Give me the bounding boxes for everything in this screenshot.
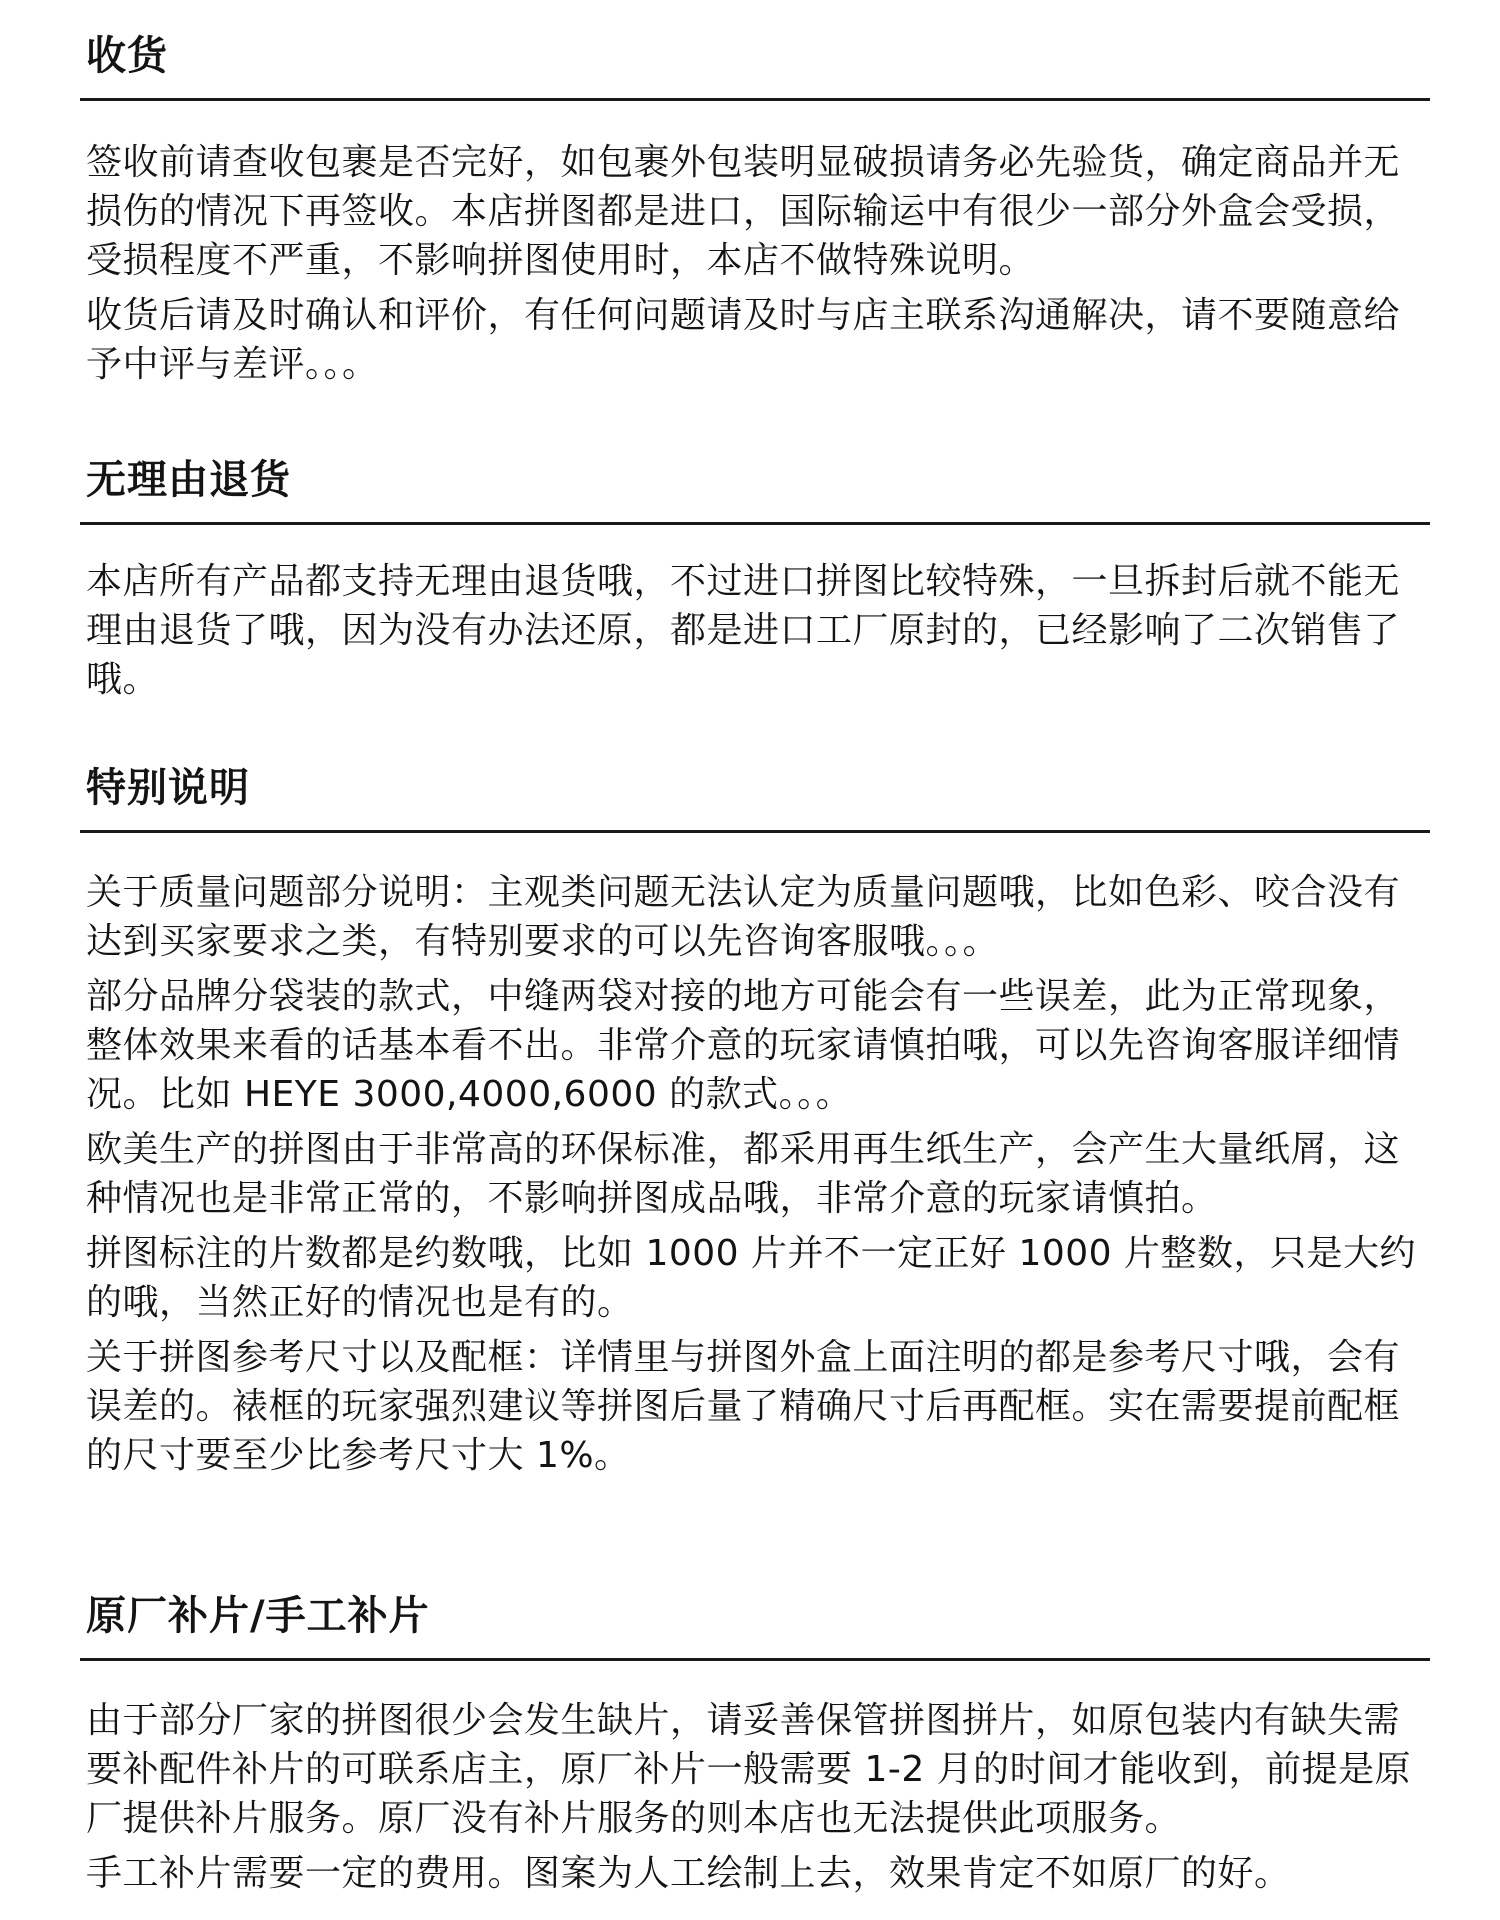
section-body [86, 557, 1430, 710]
section-body [86, 1696, 1430, 1904]
section-divider [80, 522, 1430, 525]
section-divider [80, 1658, 1430, 1661]
paragraph: 欧美生产的拼图由于非常高的环保标准，都采用再生纸生产，会产生大量纸屑，这种情况也是非常正常的，不影响拼图成品哦，非常介意的玩家请慎拍。 [86, 1129, 1401, 1219]
paragraph: 关于质量问题部分说明：主观类问题无法认定为质量问题哦，比如色彩、咬合没有达到买家要求之类，有特别要求的可以先咨询客服哦。。。 [86, 872, 1401, 962]
section-parts [80, 1588, 1430, 1894]
paragraph: 由于部分厂家的拼图很少会发生缺片，请妥善保管拼图拼片，如原包装内有缺失需要补配件补片的可联系店主，原厂补片一般需要 1-2 月的时间才能收到，前提是原厂提供补片服务。原厂没有补片服务的则本店也无法提供此项服务。 [86, 1700, 1412, 1839]
section-divider [80, 98, 1430, 101]
paragraph: 手工补片需要一定的费用。图案为人工绘制上去，效果肯定不如原厂的好。 [86, 1853, 1291, 1894]
section-title: 原厂补片/手工补片 [86, 1593, 430, 1639]
section-body [86, 138, 1430, 395]
paragraph: 关于拼图参考尺寸以及配框：详情里与拼图外盒上面注明的都是参考尺寸哦，会有误差的。裱框的玩家强烈建议等拼图后量了精确尺寸后再配框。实在需要提前配框的尺寸要至少比参考尺寸大 1%。 [86, 1337, 1401, 1476]
paragraph: 部分品牌分袋装的款式，中缝两袋对接的地方可能会有一些误差，此为正常现象，整体效果来看的话基本看不出。非常介意的玩家请慎拍哦，可以先咨询客服详细情况。比如 HEYE 3000,4000,6000 的款式。。。 [86, 976, 1401, 1115]
paragraph: 签收前请查收包裹是否完好，如包裹外包装明显破损请务必先验货，确定商品并无损伤的情况下再签收。本店拼图都是进口，国际输运中有很少一部分外盒会受损，受损程度不严重，不影响拼图使用时，本店不做特殊说明。 [86, 142, 1401, 281]
section-receive [80, 28, 1430, 385]
section-title: 特别说明 [86, 765, 250, 811]
section-return [80, 452, 1430, 700]
paragraph: 拼图标注的片数都是约数哦，比如 1000 片并不一定正好 1000 片整数，只是大约的哦，当然正好的情况也是有的。 [86, 1233, 1417, 1323]
section-body [86, 868, 1430, 1486]
section-special [80, 760, 1430, 1476]
section-divider [80, 830, 1430, 833]
section-title: 收货 [86, 33, 168, 79]
paragraph: 本店所有产品都支持无理由退货哦，不过进口拼图比较特殊，一旦拆封后就不能无理由退货了哦，因为没有办法还原，都是进口工厂原封的，已经影响了二次销售了哦。 [86, 561, 1401, 700]
paragraph: 收货后请及时确认和评价，有任何问题请及时与店主联系沟通解决，请不要随意给予中评与差评。。。 [86, 295, 1401, 385]
section-title: 无理由退货 [86, 457, 291, 503]
